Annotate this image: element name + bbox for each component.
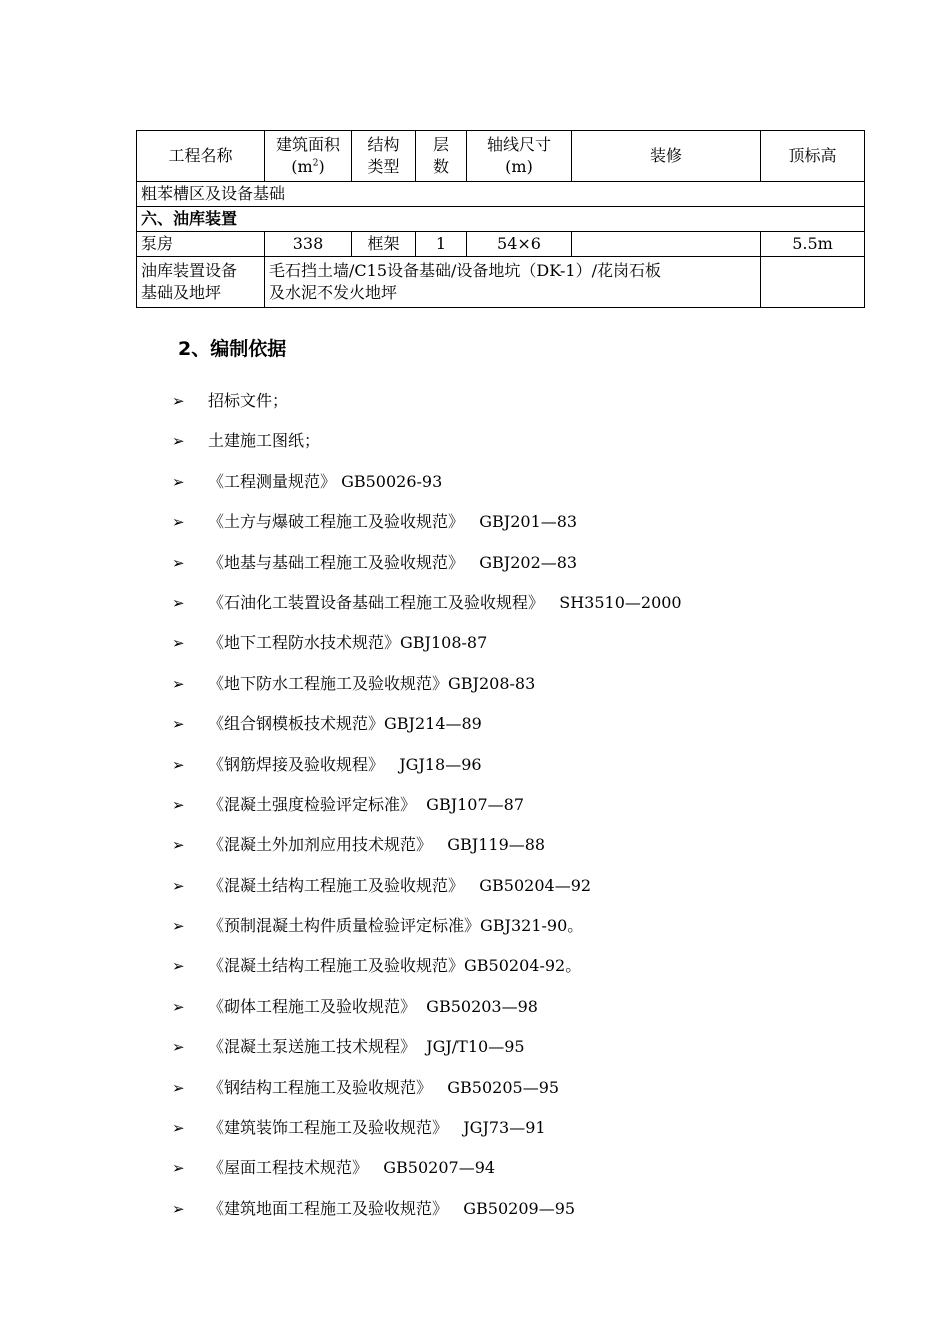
reference-text: 土建施工图纸； xyxy=(208,431,321,451)
list-item xyxy=(172,954,872,994)
reference-text: 《屋面工程技术规范》 GB50207—94 xyxy=(208,1158,496,1178)
list-item xyxy=(172,1035,872,1075)
header-structure-type: 结构 类型 xyxy=(352,131,416,182)
list-item xyxy=(172,914,872,954)
reference-text: 《钢结构工程施工及验收规范》 GB50205—95 xyxy=(208,1077,560,1097)
arrow-bullet-icon: ➢ xyxy=(172,593,185,612)
arrow-bullet-icon: ➢ xyxy=(172,1199,185,1218)
list-item xyxy=(172,995,872,1035)
reference-text: 《混凝土结构工程施工及验收规范》 GB50204—92 xyxy=(208,875,592,895)
arrow-bullet-icon: ➢ xyxy=(172,876,185,895)
arrow-bullet-icon: ➢ xyxy=(172,513,185,532)
reference-text: 《混凝土结构工程施工及验收规范》GB50204-92。 xyxy=(208,956,582,976)
list-item xyxy=(172,672,872,712)
arrow-bullet-icon: ➢ xyxy=(172,957,185,976)
section-title: 2、编制依据 xyxy=(178,338,287,360)
reference-text: 《混凝土外加剂应用技术规范》 GBJ119—88 xyxy=(208,835,546,855)
header-building-area xyxy=(265,131,352,182)
cell-pump-floors: 1 xyxy=(416,232,467,257)
list-item xyxy=(172,712,872,752)
list-item xyxy=(172,631,872,671)
arrow-bullet-icon: ➢ xyxy=(172,836,185,855)
cell-pump-name: 泵房 xyxy=(137,232,265,257)
reference-text: 《地下防水工程施工及验收规范》GBJ208-83 xyxy=(208,673,536,693)
reference-text: 《土方与爆破工程施工及验收规范》 GBJ201—83 xyxy=(208,512,578,532)
arrow-bullet-icon: ➢ xyxy=(172,634,185,653)
list-item xyxy=(172,753,872,793)
reference-text: 《工程测量规范》 GB50026-93 xyxy=(208,471,443,491)
cell-pump-area: 338 xyxy=(265,232,352,257)
arrow-bullet-icon: ➢ xyxy=(172,1038,185,1057)
reference-text: 《地基与基础工程施工及验收规范》 GBJ202—83 xyxy=(208,552,578,572)
reference-text: 《钢筋焊接及验收规程》 JGJ18—96 xyxy=(208,754,482,774)
reference-text: 《预制混凝土构件质量检验评定标准》GBJ321-90。 xyxy=(208,916,584,936)
list-item xyxy=(172,1076,872,1116)
list-item xyxy=(172,591,872,631)
cell-pump-top: 5.5m xyxy=(761,232,865,257)
list-item xyxy=(172,874,872,914)
table-row xyxy=(137,182,865,207)
header-top-elevation: 顶标高 xyxy=(761,131,865,182)
table-row xyxy=(137,257,865,308)
header-axis-size: 轴线尺寸 (m) xyxy=(467,131,572,182)
row-section-oil-depot: 六、油库装置 xyxy=(137,207,865,232)
arrow-bullet-icon: ➢ xyxy=(172,1119,185,1138)
list-item xyxy=(172,551,872,591)
list-item xyxy=(172,793,872,833)
arrow-bullet-icon: ➢ xyxy=(172,1159,185,1178)
header-area-unit: $(m^2)$ xyxy=(291,157,325,176)
reference-text: 《石油化工装置设备基础工程施工及验收规程》 SH3510—2000 xyxy=(208,592,682,612)
cell-oil-name: 油库装置设备 基础及地坪 xyxy=(137,257,265,308)
list-item xyxy=(172,833,872,873)
row-benzene-tank: 粗苯槽区及设备基础 xyxy=(137,182,865,207)
header-finish: 装修 xyxy=(572,131,761,182)
reference-text: 《砌体工程施工及验收规范》 GB50203—98 xyxy=(208,996,538,1016)
reference-text: 《混凝土泵送施工技术规程》 JGJ/T10—95 xyxy=(208,1037,525,1057)
reference-text: 招标文件； xyxy=(208,391,289,410)
reference-text: 《组合钢模板技术规范》GBJ214—89 xyxy=(208,714,482,734)
table-row xyxy=(137,232,865,257)
header-area-label: 建筑面积 xyxy=(275,135,340,154)
cell-oil-top xyxy=(761,257,865,308)
header-floors: 层 数 xyxy=(416,131,467,182)
reference-text: 《建筑装饰工程施工及验收规范》 JGJ73—91 xyxy=(208,1118,546,1138)
reference-text: 《建筑地面工程施工及验收规范》 GB50209—95 xyxy=(208,1198,576,1218)
arrow-bullet-icon: ➢ xyxy=(172,795,185,814)
list-item xyxy=(172,389,872,429)
reference-text: 《混凝土强度检验评定标准》 GBJ107—87 xyxy=(208,794,525,814)
list-item xyxy=(172,510,872,550)
arrow-bullet-icon: ➢ xyxy=(172,674,185,693)
arrow-bullet-icon: ➢ xyxy=(172,715,185,734)
table-header-row xyxy=(137,131,865,182)
arrow-bullet-icon: ➢ xyxy=(172,917,185,936)
header-project-name: 工程名称 xyxy=(137,131,265,182)
arrow-bullet-icon: ➢ xyxy=(172,755,185,774)
cell-oil-description: 毛石挡土墙/C15设备基础/设备地坑（DK-1）/花岗石板 及水泥不发火地坪 xyxy=(265,257,761,308)
project-table xyxy=(136,130,865,308)
list-item xyxy=(172,1116,872,1156)
table-row xyxy=(137,207,865,232)
cell-pump-finish xyxy=(572,232,761,257)
arrow-bullet-icon: ➢ xyxy=(172,432,185,451)
list-item xyxy=(172,429,872,469)
arrow-bullet-icon: ➢ xyxy=(172,997,185,1016)
cell-pump-structure: 框架 xyxy=(352,232,416,257)
arrow-bullet-icon: ➢ xyxy=(172,392,185,410)
list-item xyxy=(172,470,872,510)
arrow-bullet-icon: ➢ xyxy=(172,1078,185,1097)
list-item xyxy=(172,1197,872,1237)
reference-text: 《地下工程防水技术规范》GBJ108-87 xyxy=(208,633,488,653)
list-item xyxy=(172,1156,872,1196)
cell-pump-axis: 54×6 xyxy=(467,232,572,257)
arrow-bullet-icon: ➢ xyxy=(172,472,185,491)
reference-list xyxy=(172,389,872,1237)
arrow-bullet-icon: ➢ xyxy=(172,553,185,572)
